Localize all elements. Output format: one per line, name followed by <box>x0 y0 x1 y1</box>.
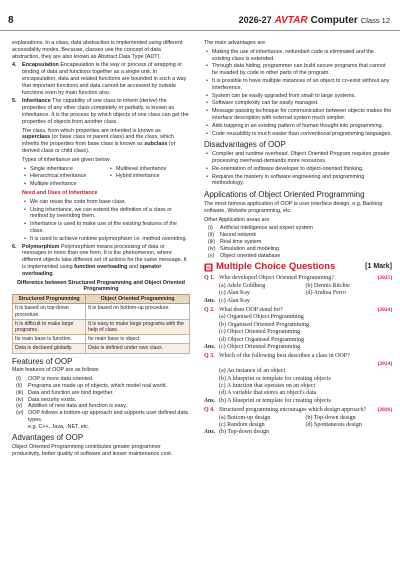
option: (d) Andrea Ferro <box>305 290 346 297</box>
concept-encapsulation: 4. Encapsulation Encapsulation is the way or process of wrapping or binding of data and functions together as a single unit. In encapsulation, data and related functions are bounded in such a way that important functions and data cannot be accessed by outside functions even by main function also. <box>12 62 187 96</box>
left-column <box>12 40 190 460</box>
option: (c) Object Oriented Programming <box>219 329 301 336</box>
option: (a) Bottom-up design <box>219 414 271 421</box>
page-header <box>0 0 400 34</box>
option: (d) Spontaneous design <box>305 422 362 429</box>
question: Q 3. Which of the following best describes a class in OOP? [2024] (a) An instance of an object (b) A blueprint or template for creating objects (c) A function that operates on an object (d) A variable that stores an object's data Ans. (b) A blueprint or template for creating objects <box>204 353 392 404</box>
table-row: Its main base is function. Its main base is object. <box>13 335 190 344</box>
option: (b) Dennis Ritchie <box>305 282 350 289</box>
paragraph: The main advantages are <box>204 40 266 46</box>
avtar-logo: AVTAR <box>274 15 308 26</box>
table-row: It is difficult to make large programs. It is easy to make large programs with the help of class. <box>13 319 190 334</box>
header-years: 2026-27 <box>238 15 272 25</box>
list-item: (ii) Neural network <box>208 232 257 239</box>
option: (b) A blueprint or template for creating objects <box>219 375 331 382</box>
section-heading-features: Features of OOP <box>12 356 73 366</box>
header-subject: Computer <box>310 15 358 26</box>
applications-list <box>204 225 392 259</box>
term: Inheritance <box>22 98 51 105</box>
answer: Ans. (b) Top-down design <box>204 429 270 436</box>
table-caption: Difference between Structured Programming and Object Oriented Programming <box>17 279 185 293</box>
example-text: e.g. C++, Java, .NET, etc. <box>28 423 90 430</box>
paragraph: Main features of OOP are as follows <box>12 367 99 374</box>
advantages-list <box>204 49 392 138</box>
section-heading-disadvantages: Disadvantages of OOP <box>204 140 286 150</box>
list-item: (i) OOP is more data oriented. <box>16 376 94 383</box>
section-heading-advantages: Advantages of OOP <box>12 433 84 443</box>
list-item: (iii) Data and function are bind together. <box>16 389 114 396</box>
list-item: • System can be easily upgraded from small to large systems. <box>204 93 392 100</box>
list-item: (v) Addition of new data and function is easy. <box>16 403 128 410</box>
list-item: • Through data hiding, programmer can build secure programs that cannot be invaded by code in other parts of the program. <box>204 63 392 77</box>
list-item: • Multiple inheritance <box>22 181 104 188</box>
option: (b) Organised Oriented Programming <box>219 321 310 328</box>
disadvantages-list <box>204 151 392 187</box>
page-number: 8 <box>8 15 14 26</box>
table-row: Data is declared globally. Data is defined under own class. <box>13 344 190 353</box>
paragraph: Object Oriented Programming contributes greater programmer productivity, better quality of software and lesser maintenance cost. <box>12 444 173 458</box>
mcq-header <box>204 263 392 272</box>
comparison-table <box>12 294 190 353</box>
header-title <box>239 15 390 26</box>
table-header: Object Oriented Programming <box>86 295 190 304</box>
paragraph: The most famous application of OOP is user interface design, e.g. Banking software, Website programming, etc. <box>204 200 383 214</box>
list-item: • Compiler and runtime overhead. Object Oriented Program requires greater processing overhead-demands more resources. <box>204 151 392 165</box>
list-item: • Making the use of inheritance, redundant code is eliminated and the existing class is extended. <box>204 49 392 63</box>
list-item: • Requires the mastery in software engineering and programming methodology. <box>204 174 392 188</box>
list-item: • Hybrid inheritance <box>108 173 190 180</box>
mcq-list <box>204 275 392 437</box>
list-item: • Software complexity can be easily managed. <box>204 100 392 107</box>
inheritance-uses-list <box>12 199 190 243</box>
right-column <box>204 40 392 439</box>
list-item: • Using inheritance, we can extend the definition of a class or method by overriding them. <box>22 207 190 221</box>
list-item: (ii) Programs are made up of objects, which model real world. <box>16 382 168 389</box>
question: Q 1. Who developed Object Oriented Programming? [2025] (a) Adele Goldberg (b) Dennis Ritchie (c) Alan Kay (d) Andrea Ferro Ans. (c) Alan Kay <box>204 275 392 304</box>
list-item: • Inheritance is used to make use of the existing features of the class. <box>22 221 190 235</box>
answer: Ans. (b) A blueprint or template for creating objects <box>204 397 331 404</box>
term: Polymorphism <box>22 243 60 250</box>
mcq-heading: Multiple Choice Questions <box>216 261 336 273</box>
option: (a) An instance of an object <box>219 368 286 375</box>
list-item: • Re-orientation of software developer to object-oriented thinking. <box>204 166 392 173</box>
features-list <box>12 376 190 430</box>
option: (b) Top-down design <box>305 414 356 421</box>
list-item: • Aids trapping in an existing pattern of human thought into programming. <box>204 123 392 130</box>
question: Q 2. What does OOP stand for? [2024] (a) Organised Object Programming (b) Organised Oriented Programming (c) Object Oriented Programming (d) Object Organised Programming Ans. (c) Object Oriented Programming <box>204 306 392 350</box>
answer: Ans. (c) Object Oriented Programming <box>204 343 301 350</box>
header-class: Class 12 <box>360 16 390 25</box>
header-divider <box>0 30 400 31</box>
answer: Ans. (c) Alan Kay <box>204 297 250 304</box>
option: (c) A function that operates on an object <box>219 383 316 389</box>
table-row: It is based on top-down procedure. It is based on bottom-up procedure. <box>13 304 190 319</box>
paragraph: Types of inheritance are given below <box>22 156 110 163</box>
list-item: • It is possible to have multiple instances of an object to co-exist without any interference. <box>204 78 392 92</box>
list-item: • Hierarchical inheritance <box>22 173 104 180</box>
subheading: Need and Uses of Inheritance <box>22 189 98 196</box>
list-item: • It is used to achieve runtime polymorphism i.e. method overriding. <box>22 236 190 243</box>
option: (d) A variable that stores an object's data <box>219 390 317 397</box>
list-item: (i) Artificial intelligence and expert system <box>208 225 313 232</box>
option: (a) Adele Goldberg <box>219 282 266 289</box>
paragraph: explanations. In a class, data abstraction is implemented using different accessibility modes. Because, classes use the concept of data abstraction, they are also known as Abstract Data Type (ADT). <box>12 40 183 60</box>
list-item: (iv) Data security exists. <box>16 396 77 403</box>
list-item: (iv) Simulation and modeling <box>208 245 280 252</box>
list-item: (vi) OOP follows a bottom-up approach and supports user defined data types. <box>16 410 188 423</box>
list-item: • Multilevel inheritance <box>108 166 190 173</box>
list-item: (v) Object oriented database <box>208 252 281 259</box>
mark-label: [1 Mark] <box>365 263 392 271</box>
table-header: Structured Programming <box>13 295 86 304</box>
section-heading-applications: Applications of Object Oriented Programming <box>204 190 365 200</box>
concept-inheritance: 5. Inheritance The capability of one class to inherit (derive) the properties of any other class completely or partially, is known as inheritance. It is the process by which objects of one class can get the properties of objects from another class. <box>12 98 189 125</box>
paragraph: Other Application areas are <box>204 216 270 223</box>
concept-polymorphism: 6. Polymorphism Polymorphism means processing of data or messages in more than one form. It is the phenomenon, where different objects take different set of actions for the same message. It is implemented using function overloading and operator overloading. <box>12 243 187 277</box>
list-item: • Single inheritance <box>22 166 104 173</box>
paragraph: The class, from which properties are inherited is known as superclass (or base class or parent class) and the class, which inherits the properties from base class is known as subclass (or derived class or child class). <box>22 127 176 154</box>
question: Q 4. Structured programming encourages which design approach? [2026] (a) Bottom-up design (b) Top-down design (c) Random design (d) Spontaneous design Ans. (b) Top-down design <box>204 407 392 436</box>
list-item: • Message passing technique for communication between objects makes the interface description with external system much simpler. <box>204 108 392 122</box>
list-item: • We can reuse the code from base class. <box>22 199 190 206</box>
option: (c) Random design <box>219 422 265 429</box>
list-item: (iii) Real time system <box>208 238 262 245</box>
inheritance-types-list <box>12 166 190 189</box>
option: (a) Organised Object Programming <box>219 314 304 321</box>
book-icon <box>204 263 213 272</box>
term: Encapsulation <box>22 62 59 69</box>
option: (d) Object Organised Programming <box>219 336 305 343</box>
list-item: • Code reusability is much easier than conventional programming languages. <box>204 131 392 138</box>
option: (c) Alan Kay <box>219 290 250 297</box>
